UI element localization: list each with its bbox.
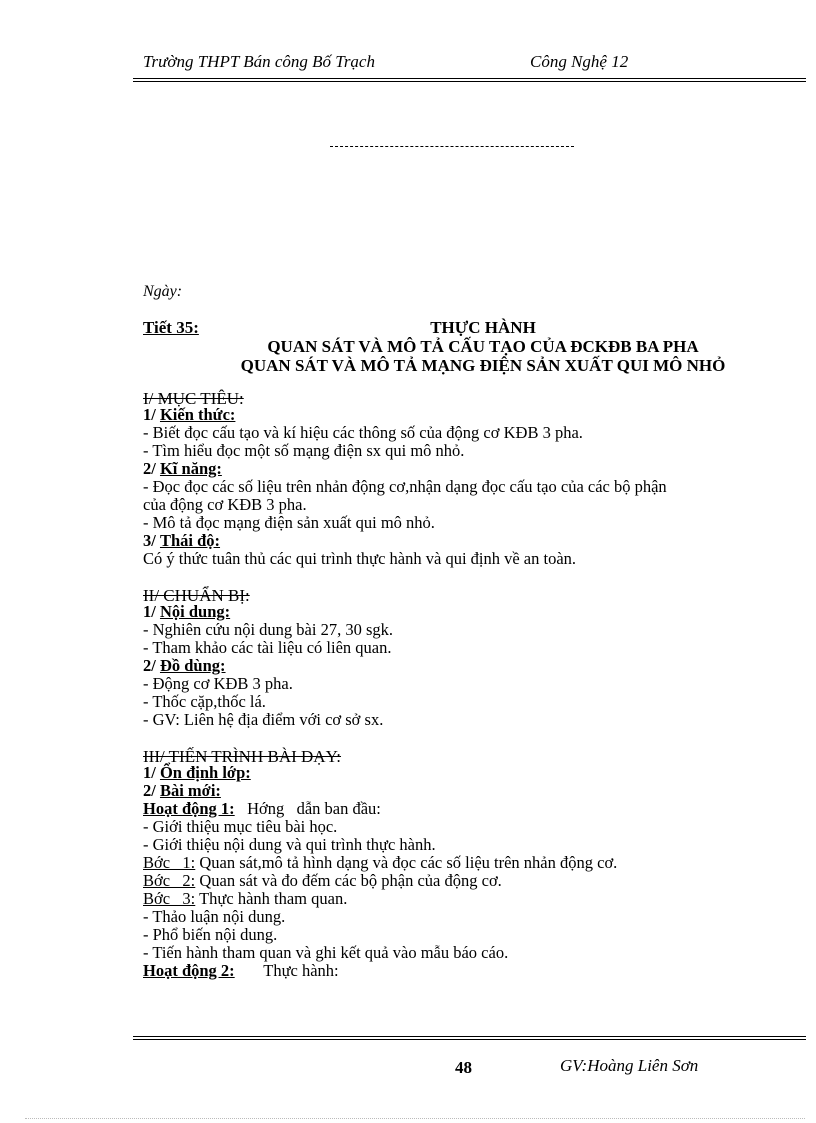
step-2-label: Bớc 2: <box>143 871 196 890</box>
activity-2 <box>143 962 339 980</box>
section-num: 2/ <box>143 781 156 800</box>
step-1 <box>143 854 617 872</box>
step-1-text: Quan sát,mô tả hình dạng và đọc các số liệu trên nhản động cơ. <box>195 853 618 872</box>
section-num: 2/ <box>143 459 156 478</box>
lesson-title-1: THỰC HÀNH <box>430 318 536 337</box>
section-1-1 <box>143 406 235 424</box>
lesson-title-3: QUAN SÁT VÀ MÔ TẢ MẠNG ĐIỆN SẢN XUẤT QUI MÔ NHỎ <box>240 356 726 375</box>
section-num: 1/ <box>143 405 156 424</box>
section-3-1-title: Ổn định lớp: <box>159 763 251 782</box>
section-num: 1/ <box>143 602 156 621</box>
section-num: 2/ <box>143 656 156 675</box>
section-2-heading: II/ CHUẨN BỊ: <box>143 586 250 605</box>
lesson-title-2: QUAN SÁT VÀ MÔ TẢ CẤU TẠO CỦA ĐCKĐB BA PHA <box>267 337 699 356</box>
header-subject: Công Nghệ 12 <box>530 52 629 71</box>
date-label: Ngày: <box>143 283 183 300</box>
section-3-1 <box>143 764 251 782</box>
step-3 <box>143 890 347 908</box>
section-3-2 <box>143 782 221 800</box>
activity-2-text: Thực hành: <box>234 961 339 980</box>
section-1-heading: I/ MỤC TIÊU: <box>143 389 244 408</box>
list-item: - Mô tả đọc mạng điện sản xuất qui mô nhỏ. <box>143 513 435 532</box>
step-3-text: Thực hành tham quan. <box>195 889 348 908</box>
section-1-2 <box>143 460 222 478</box>
section-3-2-title: Bài mới: <box>159 781 221 800</box>
activity-1-text: Hớng dẫn ban đầu: <box>234 799 381 818</box>
lesson-number: Tiết 35: <box>143 318 199 337</box>
section-2-2 <box>143 657 226 675</box>
header-rule <box>133 78 806 82</box>
footer-rule <box>133 1036 806 1040</box>
section-2-1 <box>143 603 230 621</box>
list-item: Có ý thức tuân thủ các qui trình thực hành và qui định về an toàn. <box>143 549 577 568</box>
list-item: - GV: Liên hệ địa điểm với cơ sở sx. <box>143 710 384 729</box>
step-2 <box>143 872 502 890</box>
list-item: - Phổ biến nội dung. <box>143 925 278 944</box>
page-number: 48 <box>455 1058 472 1077</box>
section-num: 1/ <box>143 763 156 782</box>
section-3-heading: III/ TIẾN TRÌNH BÀI DẠY: <box>143 747 342 766</box>
list-item: - Giới thiệu nội dung và qui trình thực hành. <box>143 835 436 854</box>
activity-1-label: Hoạt động 1: <box>143 799 235 818</box>
separator-dashes <box>330 146 574 147</box>
step-1-label: Bớc 1: <box>143 853 196 872</box>
header-school: Trường THPT Bán công Bố Trạch <box>143 52 375 71</box>
section-num: 3/ <box>143 531 156 550</box>
step-2-text: Quan sát và đo đếm các bộ phận của động cơ. <box>195 871 502 890</box>
section-2-1-title: Nội dung: <box>159 602 231 621</box>
activity-1 <box>143 800 381 818</box>
section-1-3-title: Thái độ: <box>159 531 221 550</box>
list-item: - Động cơ KĐB 3 pha. <box>143 674 293 693</box>
section-1-3 <box>143 532 220 550</box>
section-1-2-title: Kĩ năng: <box>159 459 222 478</box>
section-2-2-title: Đồ dùng: <box>159 656 226 675</box>
step-3-label: Bớc 3: <box>143 889 196 908</box>
section-1-1-title: Kiến thức: <box>159 405 236 424</box>
activity-2-label: Hoạt động 2: <box>143 961 235 980</box>
list-item: - Nghiên cứu nội dung bài 27, 30 sgk. <box>143 620 393 639</box>
list-item: - Tham khảo các tài liệu có liên quan. <box>143 638 392 657</box>
page-bottom-border <box>25 1118 805 1119</box>
list-item: - Tiến hành tham quan và ghi kết quả vào mẫu báo cáo. <box>143 943 509 962</box>
list-item: - Giới thiệu mục tiêu bài học. <box>143 817 338 836</box>
footer-teacher: GV:Hoàng Liên Sơn <box>560 1056 699 1075</box>
list-item: - Tìm hiểu đọc một số mạng điện sx qui mô nhỏ. <box>143 441 465 460</box>
list-item: - Biết đọc cấu tạo và kí hiệu các thông số của động cơ KĐB 3 pha. <box>143 423 583 442</box>
list-item: - Đọc đọc các số liệu trên nhản động cơ,nhận dạng đọc cấu tạo của các bộ phận <box>143 477 667 496</box>
list-item: của động cơ KĐB 3 pha. <box>143 495 307 514</box>
list-item: - Thốc cặp,thốc lá. <box>143 692 266 711</box>
list-item: - Thảo luận nội dung. <box>143 907 286 926</box>
